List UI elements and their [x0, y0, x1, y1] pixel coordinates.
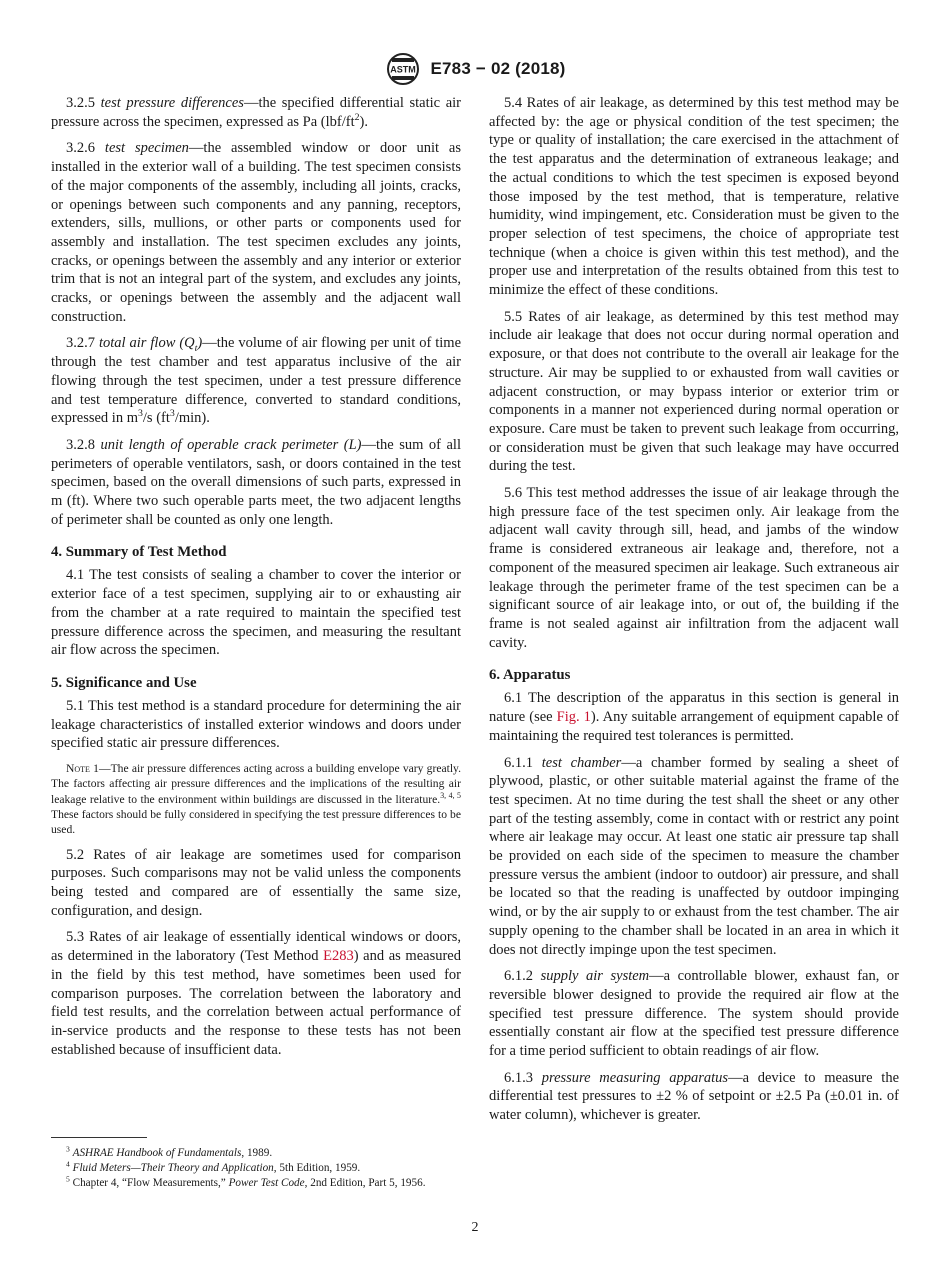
section-5-4: 5.4 Rates of air leakage, as determined by this test method may be affected by: the age or physical condition of the test specimen; the type or quality of installation; the care exercised in the attachment of the test apparatus and the determination of extraneous leakage; and the actual conditions to which the test specimen is exposed beyond those imposed by the test method, that is temperature, relative humidity, wind impingement, etc. Consideration must be given to the proper selection of test specimens, the choice of appropriate test technique (when a choice is given within this test method), and the proper use and interpretation of the results obtained from this test to minimize the effect of these conditions. — [489, 95, 899, 299]
section-6-1: 6.1 The description of the apparatus in this section is general in nature (see Fig. 1). Any suitable arrangement of equipment capable of maintaining the required test tolerances is permitted. — [489, 690, 900, 744]
document-header — [0, 52, 950, 86]
section-3-2-6: 3.2.6 test specimen—the assembled window or door unit as installed in the exterior wall of a building. The test specimen consists of the major components of the assembly, including all joints, cracks, or openings between such components and any panning, receptors, extenders, sills, mullions, or other parts or components used for assembly and installation. The test specimen excludes any joints, cracks, or openings between the assembly and any interior or exterior trim that is not an integral part of the system, and excludes any joints, cracks, or openings between the assembly and the adjacent wall construction. — [51, 140, 461, 325]
footnote-4: $^4$ Fluid Meters—Their Theory and Application, 5th Edition, 1959. — [66, 1159, 361, 1175]
section-5-1: 5.1 This test method is a standard procedure for determining the air leakage characteristics of installed exterior windows and doors under specified static air pressure differences. — [51, 697, 461, 752]
section-3-2-5: 3.2.5 test pressure differences—the specified differential static air pressure across the specimen, expressed as Pa $(lbf/ft^2)$. — [51, 95, 461, 130]
section-4-heading: 4. Summary of Test Method — [51, 544, 227, 561]
section-5-5: 5.5 Rates of air leakage, as determined by this test method may include air leakage that does not occur during normal operation and exposure, or that does not contribute to the overall air leakage for the structure. Air may be supplied to or exhausted from wall cavities or adjacent construction, or may bypass interior or exterior trim or components in a manner not experienced during normal operation or exposure. Care must be taken to prevent such leakage from occurring, or consideration must be given that such leakage may have occurred during the test. — [489, 308, 899, 475]
section-6-1-1: 6.1.1 test chamber—a chamber formed by sealing a sheet of plywood, plastic, or other suitable material against the frame of the test specimen. At no time during the test shall the sheet or any other part of the testing assembly, come in contact with or restrict any point where air leakage may occur. At least one static air pressure tap shall be provided on each side of the specimen to measure the chamber pressure versus the ambient (indoor to outdoor) air pressure, and shall be located so that the reading is unaffected by outdoor impinging wind, or by the air supply to or exhaust from the test chamber. The air supply opening to the chamber shall be located in an area in which it does not directly impinge upon the test specimen. — [489, 754, 900, 958]
section-5-heading: 5. Significance and Use — [51, 674, 197, 691]
left-column — [51, 94, 461, 1067]
svg-text:ASTM: ASTM — [390, 64, 417, 75]
footnotes — [51, 1137, 461, 1192]
page-number: 2 — [471, 1220, 479, 1235]
section-5-2: 5.2 Rates of air leakage are sometimes used for comparison purposes. Such comparisons may not be valid unless the components being tested and compared are of essentially the same size, configuration, and design. — [51, 846, 461, 919]
section-6-1-3: 6.1.3 pressure measuring apparatus—a device to measure the differential test pressures to ±2 % of setpoint or ±2.5 Pa (±0.01 in. of water column), whichever is greater. — [489, 1069, 900, 1124]
note-1: Note 1—The air pressure differences acting across a building envelope vary greatly. The factors affecting air pressure differences and the implications of the resulting air leakage relative to the environment within buildings are discussed in the literature.$^{3, 4, 5}$ These factors should be fully considered in specifying the test pressure differences to be used. — [51, 762, 461, 837]
section-3-2-8: 3.2.8 unit length of operable crack perimeter (L)—the sum of all perimeters of operable ventilators, sash, or doors contained in the test specimen, based on the overall dimensions of such parts, expressed in m (ft). Where two such operable parts meet, the two adjacent lengths of perimeter shall be counted as only one length. — [51, 436, 461, 528]
document-designation: E783 − 02 (2018) — [430, 59, 566, 78]
section-5-3: 5.3 Rates of air leakage of essentially identical windows or doors, as determined in the laboratory (Test Method E283) and as measured in the field by this test method, have sometimes been used for comparison purposes. The correlation between the laboratory and field test results, and the correlation between actual performance of in-service products and the response to these tests has not been established because of insufficient data. — [51, 929, 461, 1058]
footnote-5: $^5$ Chapter 4, “Flow Measurements,” Power Test Code, 2nd Edition, Part 5, 1956. — [66, 1174, 426, 1190]
fig-1-link[interactable]: Fig. 1 — [556, 709, 591, 726]
right-column — [489, 94, 899, 1133]
section-6-1-2: 6.1.2 supply air system—a controllable blower, exhaust fan, or reversible blower designed to provide the required air flow at the specified test pressure difference. The system should provide essentially constant air flow at the specified test pressure difference for a time period sufficient to obtain readings of air flow. — [489, 968, 900, 1060]
footnote-3: $^3$ ASHRAE Handbook of Fundamentals, 1989. — [66, 1144, 273, 1159]
section-3-2-7: 3.2.7 total air flow $(Q_t)—the$ volume of air flowing per unit of time through the test chamber and test apparatus inclusive of the air flowing through the test specimen, under a test pressure difference and test temperature difference, converted to standard conditions, expressed in $m^3/s$ $(ft^3/\min)$. — [51, 335, 462, 427]
section-5-6: 5.6 This test method addresses the issue of air leakage through the high pressure face of the test specimen only. Air leakage from the adjacent wall cavity through sill, head, and jambs of the window frame is considered extraneous air leakage and, therefore, not a component of the measured specimen air leakage. Such extraneous air leakage through the perimeter frame of the test specimen can be a significant source of air leakage into, or out of, the building if the frame is not sealed against air infiltration from the adjacent wall cavity. — [489, 485, 899, 651]
footnote-rule — [51, 1137, 147, 1138]
e283-link[interactable]: E283 — [323, 948, 354, 965]
section-4-1: 4.1 The test consists of sealing a chamber to cover the interior or exterior face of a test specimen, supplying air to or exhausting air from the chamber at a rate required to maintain the specified test pressure difference across the specimen, and measuring the resultant air flow across the specimen. — [51, 567, 461, 659]
section-6-heading: 6. Apparatus — [489, 667, 571, 684]
astm-logo-icon — [384, 52, 422, 86]
